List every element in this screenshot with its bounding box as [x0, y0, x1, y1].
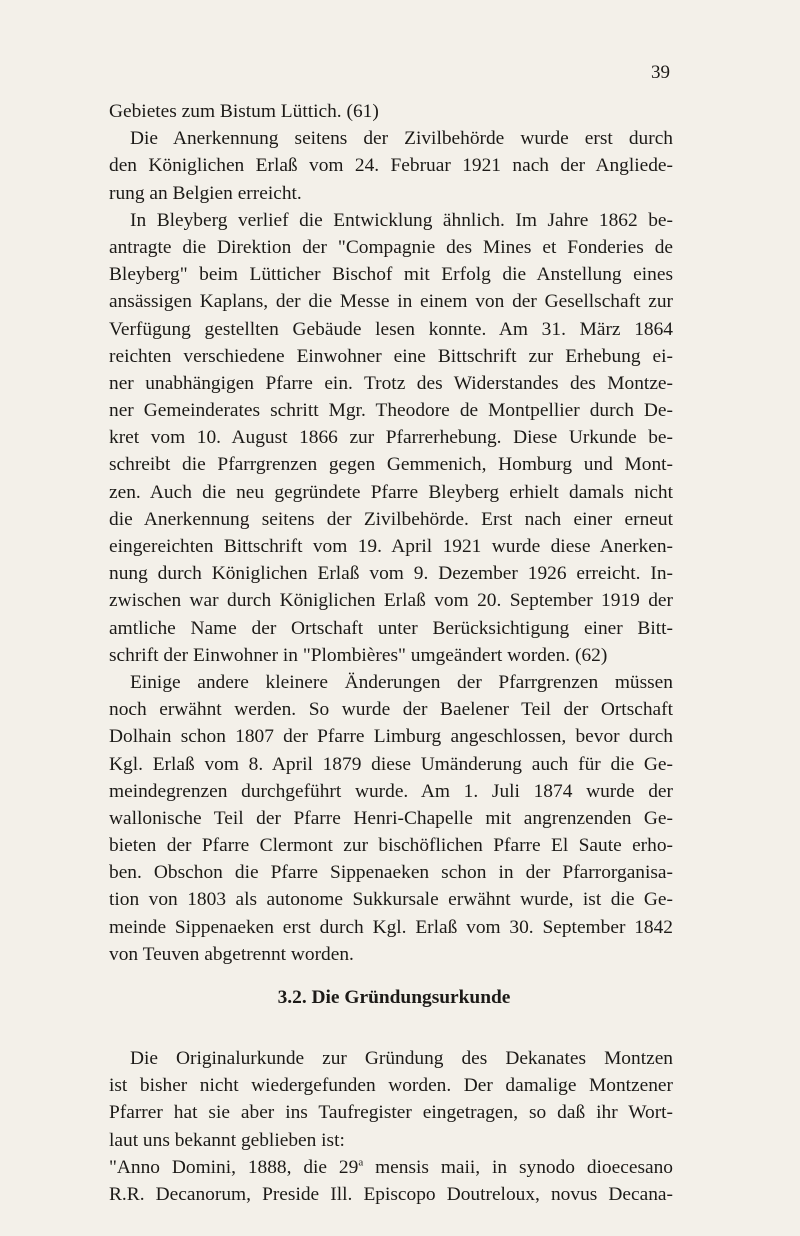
text-line: zwischen war durch Königlichen Erlaß vom 20. September 1919 der — [109, 590, 673, 612]
text-line: Bleyberg" beim Lütticher Bischof mit Erfolg die Anstellung eines — [109, 264, 673, 286]
superscript: a — [358, 1156, 364, 1169]
text-line: den Königlichen Erlaß vom 24. Februar 1921 nach der Angliede- — [109, 155, 673, 177]
text-line: ansässigen Kaplans, der die Messe in einem von der Gesellschaft zur — [109, 291, 673, 313]
text-line — [109, 1154, 673, 1181]
section-heading: 3.2. Die Gründungsurkunde — [277, 987, 511, 1008]
text-line: Kgl. Erlaß vom 8. April 1879 diese Umänderung auch für die Ge- — [109, 753, 673, 775]
text-line: wallonische Teil der Pfarre Henri-Chapelle mit angrenzenden Ge- — [109, 807, 673, 829]
text-line: Pfarrer hat sie aber ins Taufregister eingetragen, so daß ihr Wort- — [109, 1102, 673, 1124]
text-line: Gebietes zum Bistum Lüttich. (61) — [109, 101, 379, 122]
text-line: bieten der Pfarre Clermont zur bischöflichen Pfarre El Saute erho- — [109, 835, 673, 857]
text-line: noch erwähnt werden. So wurde der Baelener Teil der Ortschaft — [109, 699, 673, 721]
text-line: ner unabhängigen Pfarre ein. Trotz des Widerstandes des Montze- — [109, 372, 673, 394]
latin-text: "Anno Domini, 1888, die 29 — [109, 1156, 359, 1178]
text-line: rung an Belgien erreicht. — [109, 182, 302, 204]
text-line: tion von 1803 als autonome Sukkursale erwähnt wurde, ist die Ge- — [109, 889, 673, 911]
text-line: meinde Sippenaeken erst durch Kgl. Erlaß vom 30. September 1842 — [109, 916, 673, 938]
text-line: Einige andere kleinere Änderungen der Pfarrgrenzen müssen — [130, 671, 673, 693]
text-line: R.R. Decanorum, Preside Ill. Episcopo Doutreloux, novus Decana- — [109, 1183, 673, 1205]
text-line: nung durch Königlichen Erlaß vom 9. Dezember 1926 erreicht. In- — [109, 563, 673, 585]
text-line: die Anerkennung seitens der Zivilbehörde. Erst nach einer erneut — [109, 508, 673, 530]
text-line: von Teuven abgetrennt worden. — [109, 943, 354, 965]
text-line: Die Originalurkunde zur Gründung des Dekanates Montzen — [130, 1048, 673, 1069]
text-line: reichten verschiedene Einwohner eine Bittschrift zur Erhebung ei- — [109, 345, 673, 367]
body-text — [109, 98, 673, 1208]
text-line: schreibt die Pfarrgrenzen gegen Gemmenich, Homburg und Mont- — [109, 454, 673, 476]
latin-text: mensis maii, in synodo dioecesano — [363, 1156, 673, 1178]
text-line: ben. Obschon die Pfarre Sippenaeken schon in der Pfarrorganisa- — [109, 862, 673, 884]
text-line: meindegrenzen durchgeführt wurde. Am 1. Juli 1874 wurde der — [109, 780, 673, 802]
text-line: schrift der Einwohner in "Plombières" umgeändert worden. (62) — [109, 644, 608, 666]
text-line: amtliche Name der Ortschaft unter Berücksichtigung einer Bitt- — [109, 617, 673, 639]
text-line: Dolhain schon 1807 der Pfarre Limburg angeschlossen, bevor durch — [109, 726, 673, 748]
text-line: zen. Auch die neu gegründete Pfarre Bleyberg erhielt damals nicht — [109, 481, 673, 503]
text-line: Verfügung gestellten Gebäude lesen konnte. Am 31. März 1864 — [109, 318, 673, 340]
page-number: 39 — [651, 62, 670, 83]
text-line: eingereichten Bittschrift vom 19. April 1921 wurde diese Anerken- — [109, 536, 673, 557]
text-line: Die Anerkennung seitens der Zivilbehörde wurde erst durch — [130, 128, 673, 150]
text-line: laut uns bekannt geblieben ist: — [109, 1129, 345, 1151]
text-line: kret vom 10. August 1866 zur Pfarrerhebung. Diese Urkunde be- — [109, 427, 673, 449]
text-line: In Bleyberg verlief die Entwicklung ähnlich. Im Jahre 1862 be- — [130, 209, 673, 231]
text-line: ist bisher nicht wiedergefunden worden. Der damalige Montzener — [109, 1075, 673, 1097]
text-line: antragte die Direktion der "Compagnie des Mines et Fonderies de — [109, 236, 673, 258]
text-line: ner Gemeinderates schritt Mgr. Theodore de Montpellier durch De- — [109, 400, 673, 422]
